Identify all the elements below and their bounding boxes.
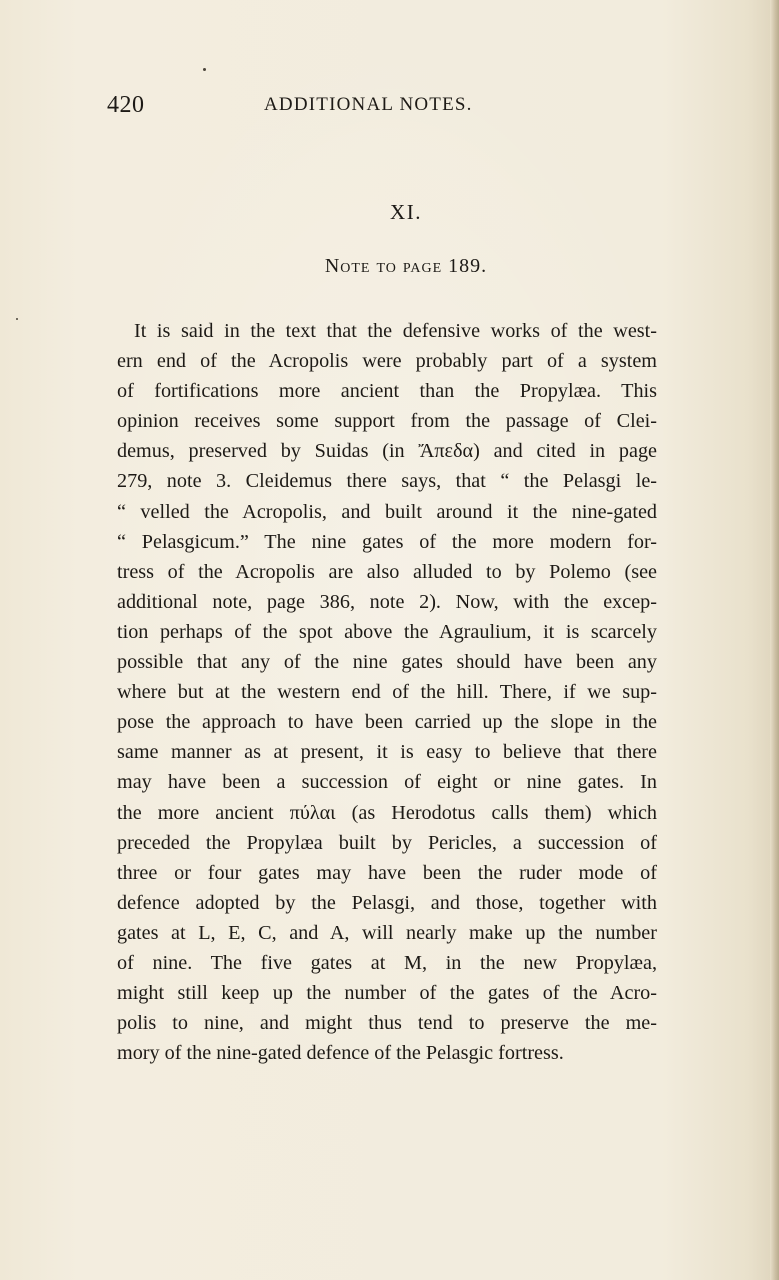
text-line: ern end of the Acropolis were probably part of a system: [117, 350, 657, 373]
text-line: gates at L, E, C, and A, will nearly make up the number: [117, 921, 657, 944]
ink-speck: [16, 318, 18, 320]
text-line: of nine. The five gates at M, in the new Propylæa,: [117, 951, 657, 974]
text-line: pose the approach to have been carried up the slope in the: [117, 711, 657, 734]
page-header: [107, 92, 667, 126]
section-numeral: XI.: [390, 200, 422, 224]
text-line: tress of the Acropolis are also alluded to by Polemo (see: [117, 560, 657, 583]
running-head: ADDITIONAL NOTES.: [264, 94, 473, 115]
text-line: demus, preserved by Suidas (in Ἄπεδα) and cited in page: [117, 440, 657, 463]
text-line: preceded the Propylæa built by Pericles, a succession of: [117, 831, 657, 854]
text-line: It is said in the text that the defensive works of the west-: [134, 320, 657, 342]
text-line: same manner as at present, it is easy to believe that there: [117, 741, 657, 764]
text-line: of fortifications more ancient than the Propylæa. This: [117, 380, 657, 403]
text-line: possible that any of the nine gates should have been any: [117, 651, 657, 674]
text-line: opinion receives some support from the passage of Clei-: [117, 410, 657, 433]
text-line: may have been a succession of eight or nine gates. In: [117, 771, 657, 794]
text-line: “ velled the Acropolis, and built around it the nine-gated: [117, 500, 657, 523]
text-line: might still keep up the number of the gates of the Acro-: [117, 982, 657, 1005]
text-line: defence adopted by the Pelasgi, and those, together with: [117, 891, 657, 914]
page-edge: [770, 0, 779, 1280]
text-line: polis to nine, and might thus tend to preserve the me-: [117, 1012, 657, 1035]
text-line: tion perhaps of the spot above the Agraulium, it is scarcely: [117, 620, 657, 643]
note-heading: Note to page 189.: [324, 255, 488, 277]
page-number: 420: [107, 92, 145, 118]
text-line: mory of the nine-gated defence of the Pelasgic fortress.: [117, 1042, 564, 1065]
text-line: additional note, page 386, note 2). Now, with the excep-: [117, 590, 657, 613]
text-line: where but at the western end of the hill. There, if we sup-: [117, 681, 657, 704]
text-line: 279, note 3. Cleidemus there says, that “ the Pelasgi le-: [117, 470, 657, 493]
ink-speck: [203, 68, 206, 71]
text-line: three or four gates may have been the ruder mode of: [117, 861, 657, 884]
text-line: the more ancient πύλαι (as Herodotus calls them) which: [117, 801, 657, 824]
body-text: [117, 316, 657, 1068]
text-line: “ Pelasgicum.” The nine gates of the more modern for-: [117, 530, 657, 553]
